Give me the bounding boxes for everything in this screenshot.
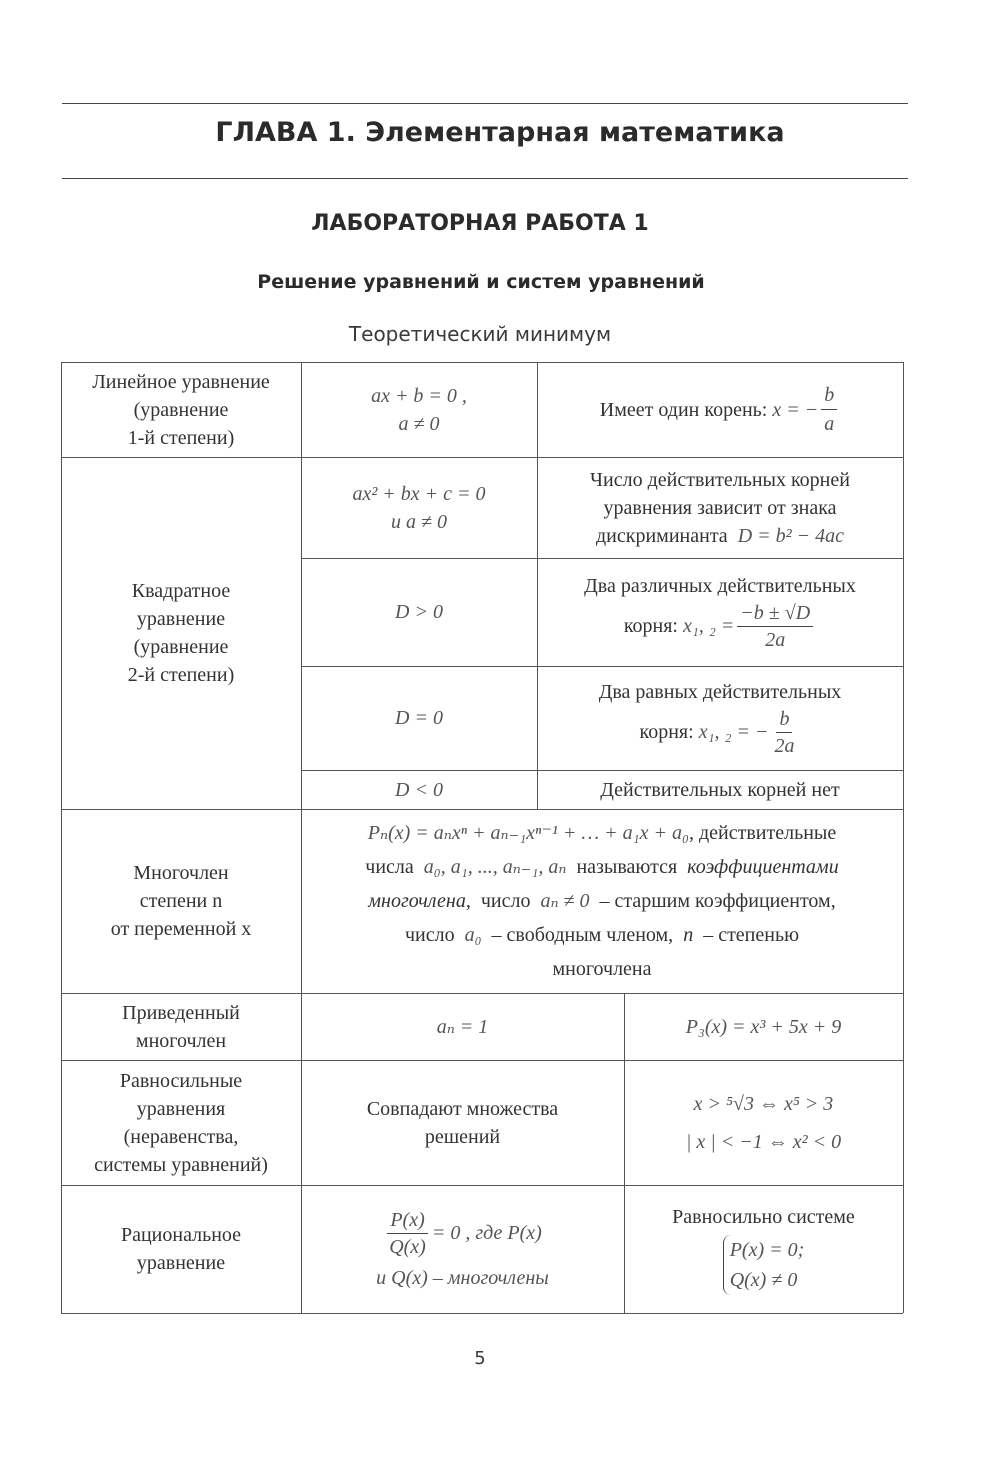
case2-fraction: $\frac{b}{2a}$	[774, 707, 795, 757]
system-brace: P(x) = 0; Q(x) ≠ 0	[723, 1235, 805, 1295]
discriminant-formula: D = b² − 4ac	[737, 524, 844, 547]
case2-cond-cell: D = 0	[395, 707, 443, 729]
case1-fraction: $\frac{-b \pm √D}{2a}$	[737, 600, 813, 653]
case3-cond-cell: D < 0	[395, 778, 443, 801]
quadratic-name-cell: Квадратное уравнение (уравнение 2-й степени)	[127, 580, 235, 686]
polynomial-name-cell: Многочлен степени n от переменной x	[110, 862, 252, 940]
row-line-bottom	[61, 1313, 903, 1314]
table-caption: Теоретический минимум	[348, 322, 612, 346]
lab-title: ЛАБОРАТОРНАЯ РАБОТА 1	[311, 211, 649, 236]
linear-root-fraction: $\frac{b}{a}$	[821, 381, 837, 438]
rational-name-cell: Рациональное уравнение	[120, 1224, 242, 1274]
case3-result-cell: Действительных корней нет	[600, 778, 840, 801]
quadratic-disc-cell: Число действительных корней уравнения зависит от знака дискриминанта D = b² − 4ac	[590, 468, 850, 547]
linear-formula-cell: ax + b = 0 , a ≠ 0	[371, 384, 467, 435]
reduced-condition-cell: aₙ = 1	[436, 1015, 489, 1038]
equivalent-name-cell: Равносильные уравнения (неравенства, системы уравнений)	[94, 1069, 268, 1176]
rational-formula-cell: $\frac{P(x)}{Q(x)}$ = 0 , где P(x) и Q(x) – многочлены	[376, 1208, 549, 1289]
linear-root-cell	[537, 362, 903, 457]
top-rule	[62, 103, 908, 104]
case2-result-cell: Два равных действительных корня: x₁, ₂ = − $\frac{b}{2a}$	[598, 680, 842, 757]
page-number: 5	[474, 1348, 486, 1369]
linear-root-text: Имеет один корень:	[599, 398, 768, 421]
reduced-example-cell: P₃(x) = x³ + 5x + 9	[685, 1015, 842, 1038]
case1-result-cell: Два различных действительных корня: x₁, ₂ = $\frac{-b \pm √D}{2a}$	[584, 574, 856, 651]
chapter-bottom-rule	[62, 178, 908, 179]
linear-name-cell: Линейное уравнение (уравнение 1-й степени)	[92, 370, 270, 449]
case1-cond-cell: D > 0	[395, 601, 443, 623]
table-border-right	[903, 362, 904, 1313]
polynomial-formula: Pₙ(x) = aₙxⁿ + aₙ₋₁xⁿ⁻¹ + … + a₁x + a₀	[367, 822, 689, 844]
chapter-title: ГЛАВА 1. Элементарная математика	[215, 117, 785, 148]
polynomial-definition-cell: Pₙ(x) = aₙxⁿ + aₙ₋₁xⁿ⁻¹ + … + a₁x + a₀, действительные числа a₀, a₁, ..., aₙ₋₁, aₙ называются коэффициентами многочлена, число aₙ ≠ 0 – старшим коэффициентом, число a₀ – свободным членом, n – степенью многочлена	[365, 822, 839, 980]
linear-root-lhs: x = −	[772, 398, 819, 421]
reduced-name-cell: Приведенный многочлен	[122, 1001, 240, 1052]
section-subtitle: Решение уравнений и систем уравнений	[257, 271, 705, 293]
quadratic-formula-cell: ax² + bx + c = 0 и a ≠ 0	[352, 482, 486, 533]
equivalent-example-cell: x > ⁵√3 ⇔ x⁵ > 3 | x | < −1 ⇔ x² < 0	[685, 1092, 842, 1153]
equivalent-text-cell: Совпадают множества решений	[366, 1097, 559, 1148]
rational-system-cell: Равносильно системе P(x) = 0; Q(x) ≠ 0	[624, 1185, 903, 1313]
rational-fraction: $\frac{P(x)}{Q(x)}$	[389, 1208, 426, 1258]
